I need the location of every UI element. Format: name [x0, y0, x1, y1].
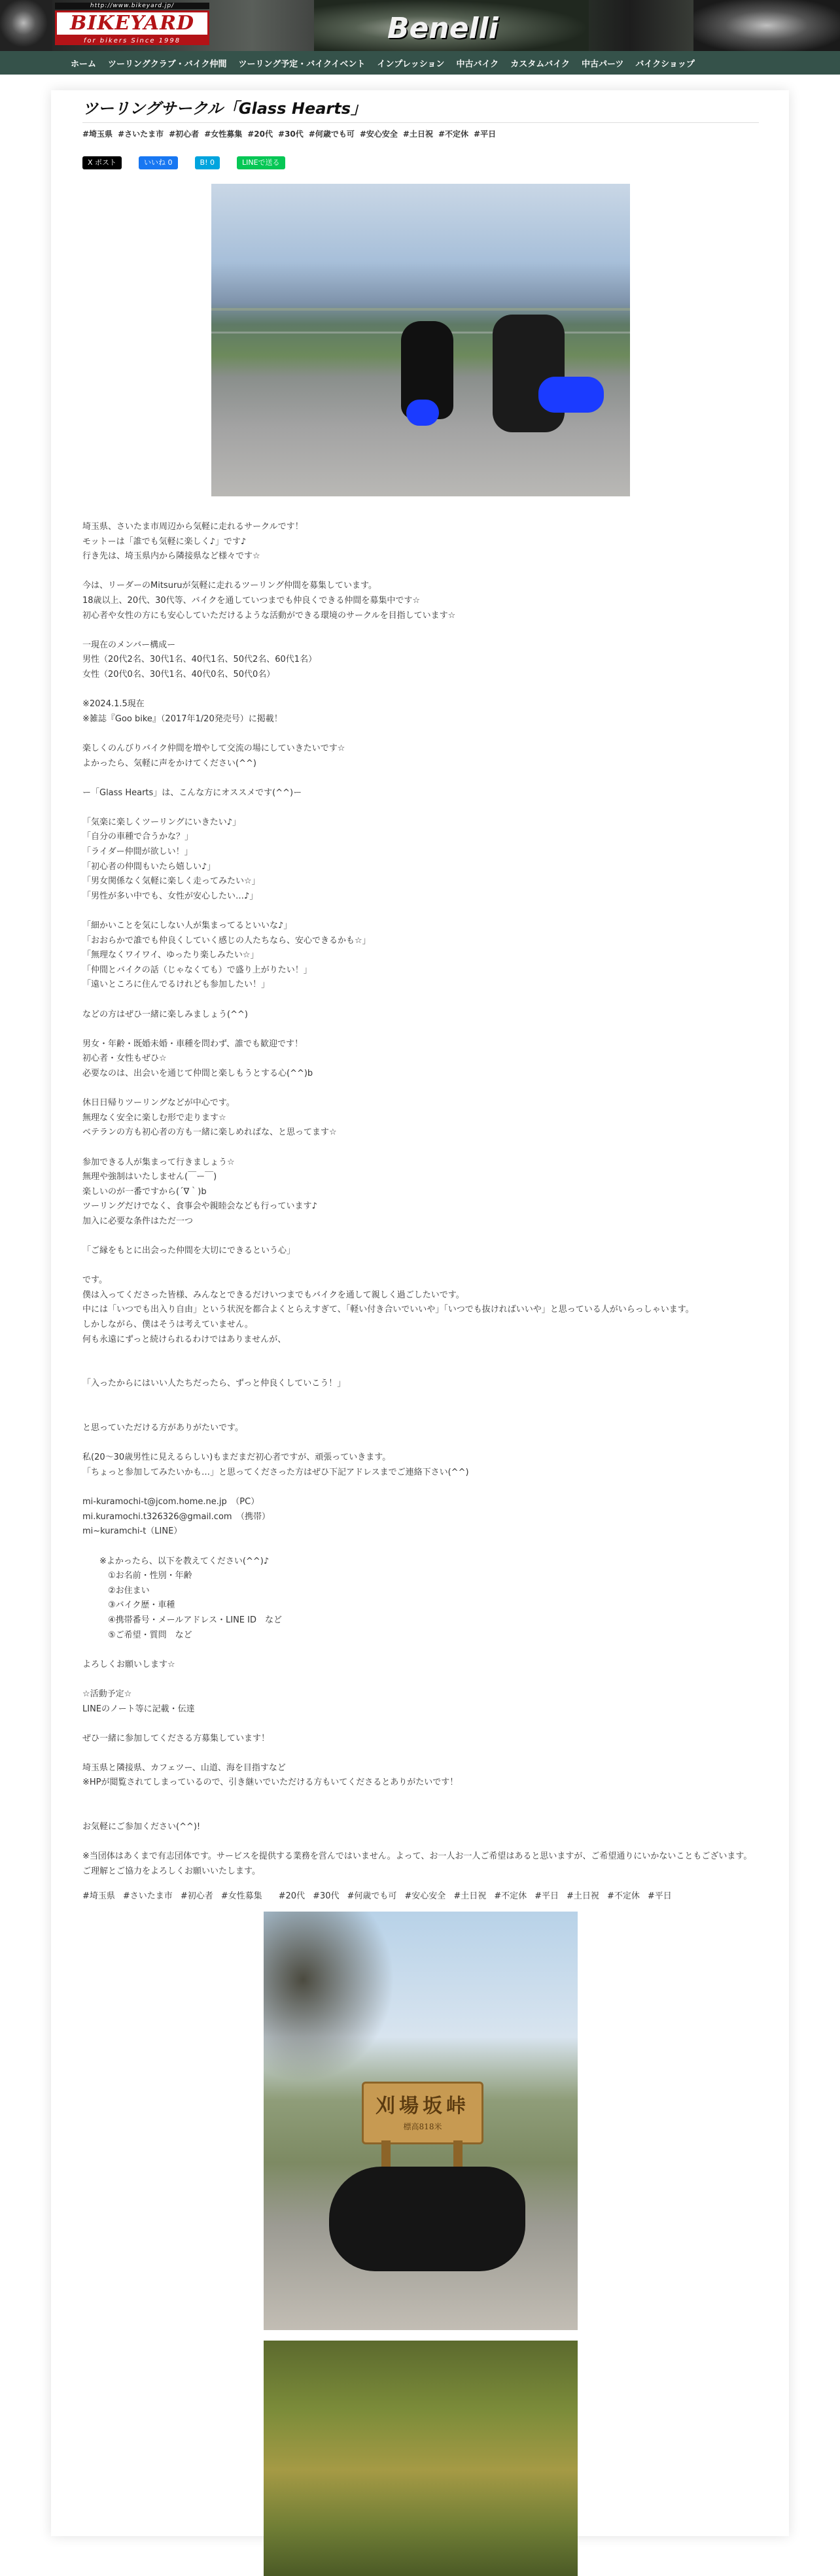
body-line: 私(20〜30歳男性に見えるらしい)もまだまだ初心者ですが、頑張っていきます。	[82, 1452, 391, 1463]
body-line: 「ご縁をもとに出会った仲間を大切にできるという心」	[82, 1246, 296, 1256]
body-line: 中には「いつでも出入り自由」という状況を都合よくとらえすぎて、「軽い付き合いでいいや」「いつでも抜ければいいや」と思っている人がいらっしゃいます。	[82, 1305, 694, 1315]
tag-link[interactable]: #埼玉県	[82, 1891, 115, 1901]
tag-link[interactable]: #安心安全	[404, 1891, 446, 1901]
tag-link[interactable]: #さいたま市	[122, 1891, 173, 1901]
plate-mask-left	[406, 400, 439, 426]
body-line	[82, 1806, 759, 1821]
body-line: です。	[82, 1275, 107, 1286]
body-line: ※当団体はあくまで有志団体です。サービスを提供する業務を営んではいません。よって、お一人お一人ご希望はあると思いますが、ご希望通りにいかないこともございます。ご理解とご協力をよろしくお願いいたします。	[82, 1851, 752, 1877]
tag-link[interactable]: #不定休	[606, 1891, 640, 1901]
tag-link[interactable]: #土日祝	[402, 129, 433, 139]
body-line: よろしくお願いします☆	[82, 1659, 175, 1670]
body-line: 「初心者の仲間もいたら嬉しい♪」	[82, 861, 216, 872]
photo-sign-text: 刈場坂峠	[376, 2094, 470, 2118]
post-article	[82, 90, 759, 2576]
body-line: ※HPが閲覧されてしまっているので、引き継いでいただける方もいてくださるとありがたいです！	[82, 1777, 459, 1788]
body-line: 加入に必要な条件はただ一つ	[82, 1216, 194, 1226]
body-line: ②お住まい	[82, 1585, 150, 1596]
nav-item-used-bike[interactable]: 中古バイク	[456, 59, 499, 69]
body-line: 楽しくのんびりバイク仲間を増やして交流の場にしていきたいです☆	[82, 743, 345, 753]
body-line	[82, 1539, 759, 1554]
body-line	[82, 904, 759, 919]
tag-link[interactable]: #土日祝	[567, 1891, 599, 1901]
body-line: ※よかったら、以下を教えてください(^^)♪	[82, 1556, 270, 1566]
body-line: 女性（20代0名、30代1名、40代0名、50代0名）	[82, 669, 275, 679]
photo-motorcycle-right	[493, 315, 565, 432]
post-card	[51, 90, 789, 2536]
tag-list-top	[82, 128, 759, 139]
post-photo-bikes	[211, 184, 630, 496]
body-line: モットーは「誰でも気軽に楽しく♪」です♪	[82, 536, 247, 547]
body-line: 初心者・女性もぜひ☆	[82, 1054, 167, 1064]
hatena-bookmark-button[interactable]: B! 0	[195, 156, 220, 169]
body-line: 埼玉県と隣接県、カフェツー、山道、海を目指すなど	[82, 1762, 286, 1773]
body-line: 「自分の車種で合うかな？」	[82, 832, 194, 842]
body-line: 「ちょっと参加してみたいかも…」と思ってくださった方はぜひ下記アドレスまでご連絡下さい(^^)	[82, 1468, 469, 1477]
body-line	[82, 800, 759, 816]
photo-sign-subtext: 標高818米	[403, 2121, 442, 2131]
tag-link[interactable]: #初心者	[169, 129, 200, 139]
tag-link[interactable]: #埼玉県	[82, 129, 113, 139]
body-line	[82, 1436, 759, 1451]
tag-link[interactable]: #不定休	[494, 1891, 527, 1901]
share-bar	[82, 156, 759, 169]
tag-link[interactable]: #平日	[647, 1891, 672, 1901]
body-line: 「遠いところに住んでるけれども参加したい！」	[82, 980, 270, 990]
body-line: 何も永遠にずっと続けられるわけではありませんが、	[82, 1334, 287, 1345]
body-line: 「入ったからにはいい人たちだったら、ずっと仲良くしていこう！」	[82, 1379, 346, 1389]
body-line: 「男性が多い中でも、女性が安心したい…♪」	[82, 891, 258, 901]
body-line	[82, 1259, 759, 1274]
body-line: 休日日帰りツーリングなどが中心です。	[82, 1098, 235, 1108]
body-line: 18歳以上、20代、30代等、バイクを通していつまでも仲良くできる仲間を募集中です☆	[82, 595, 421, 606]
tag-link[interactable]: #初心者	[180, 1891, 213, 1901]
body-line: 今は、リーダーのMitsuruが気軽に走れるツーリング仲間を募集しています。	[82, 581, 377, 591]
body-line	[82, 683, 759, 698]
tag-link[interactable]: #女性募集	[220, 1891, 262, 1901]
body-line	[82, 1141, 759, 1156]
body-line: 参加できる人が集まって行きましょう☆	[82, 1157, 235, 1167]
body-line: 初心者や女性の方にも安心していただけるような活動ができる環境のサークルを目指しています☆	[82, 610, 456, 621]
body-line: しかしながら、僕はそうは考えていません。	[82, 1320, 253, 1330]
tag-link[interactable]: #20代	[270, 1891, 306, 1901]
photo-railing	[211, 308, 630, 311]
body-line	[82, 623, 759, 638]
body-line: ☆活動予定☆	[82, 1689, 132, 1699]
tag-link[interactable]: #安心安全	[359, 129, 398, 139]
body-line: 楽しいのが一番ですから(´∇｀)b	[82, 1186, 207, 1197]
nav-item-touring-club[interactable]: ツーリングクラブ・バイク仲間	[108, 59, 227, 69]
body-line	[82, 1835, 759, 1850]
body-line: 行き先は、埼玉県内から隣接県など様々です☆	[82, 551, 260, 562]
body-line: ※2024.1.5現在	[82, 699, 145, 710]
body-line	[82, 1229, 759, 1245]
body-line: ④携帯番号・メールアドレス・LINE ID など	[82, 1615, 282, 1625]
body-line	[82, 727, 759, 742]
nav-item-home[interactable]: ホーム	[71, 59, 97, 69]
body-line: mi~kuramchi-t（LINE）	[82, 1526, 183, 1537]
body-line: 「気楽に楽しくツーリングにいきたい♪」	[82, 817, 241, 827]
tag-link[interactable]: #平日	[534, 1891, 559, 1901]
body-line	[82, 771, 759, 786]
body-line: 無理や強制はいたしません(￣ー￣)	[82, 1172, 217, 1182]
header-banner	[0, 0, 840, 51]
body-line	[82, 1362, 759, 1377]
banner-photo-left	[0, 0, 52, 51]
body-line	[82, 1643, 759, 1658]
share-x-button[interactable]: X ポスト	[82, 156, 122, 169]
body-line: 「男女関係なく気軽に楽しく走ってみたい☆」	[82, 876, 260, 887]
body-line	[82, 1407, 759, 1422]
logo-url: http://www.bikeyard.jp/	[55, 3, 209, 9]
logo-tagline: for bikers Since 1998	[55, 37, 209, 45]
body-line	[82, 1746, 759, 1761]
body-line: などの方はぜひ一緒に楽しみましょう(^^)	[82, 1009, 248, 1020]
body-line	[82, 1392, 759, 1407]
body-line: 埼玉県、さいたま市周辺から気軽に走れるサークルです！	[82, 522, 304, 532]
nav-item-touring-schedule[interactable]: ツーリング予定・バイクイベント	[238, 59, 366, 69]
body-line: よかったら、気軽に声をかけてください(^^)	[82, 758, 256, 768]
body-line: ー「Glass Hearts」は、こんな方にオススメです(^^)ー	[82, 787, 302, 798]
nav-item-custom-bike[interactable]: カスタムバイク	[510, 59, 570, 69]
body-line	[82, 1022, 759, 1037]
body-line: 「仲間とバイクの話（じゃなくても）で盛り上がりたい！」	[82, 965, 312, 975]
tag-link[interactable]: #不定休	[438, 129, 469, 139]
body-line: mi-kuramochi-t@jcom.home.ne.jp （PC）	[82, 1497, 260, 1507]
body-line: mi.kuramochi.t326326@gmail.com （携帯）	[82, 1511, 271, 1522]
post-title: ツーリングサークル「Glass Hearts」	[82, 95, 759, 123]
nav-item-impression[interactable]: インプレッション	[377, 59, 445, 69]
tag-link[interactable]: #土日祝	[453, 1891, 487, 1901]
tag-link[interactable]: #30代	[278, 129, 304, 139]
body-line: お気軽にご参加ください(^^)!	[82, 1822, 201, 1832]
body-line	[82, 1791, 759, 1806]
body-line: ぜひ一緒に参加してくださる方募集しています！	[82, 1733, 270, 1743]
body-line	[82, 1672, 759, 1687]
body-line: ③バイク歴・車種	[82, 1600, 175, 1611]
tag-list-bottom	[82, 1889, 759, 1901]
body-line: 「無理なくワイワイ、ゆったり楽しみたい☆」	[82, 950, 259, 961]
plate-mask-right	[538, 377, 604, 413]
main-nav	[0, 51, 840, 75]
line-share-button[interactable]: LINEで送る	[237, 156, 285, 169]
body-line: ※雑誌『Goo bike』（2017年1/20発売号）に掲載！	[82, 713, 283, 724]
body-line: ベテランの方も初心者の方も一緒に楽しめればな、と思ってます☆	[82, 1127, 337, 1138]
body-line: 男女・年齢・既婚未婚・車種を問わず、誰でも歓迎です！	[82, 1039, 303, 1049]
body-line: 僕は入ってくださった皆様、みんなとできるだけいつまでもバイクを通して親しく過ごしたいです。	[82, 1290, 464, 1300]
tag-link[interactable]: #さいたま市	[118, 129, 164, 139]
body-line	[82, 564, 759, 579]
nav-item-bike-shop[interactable]: バイクショップ	[635, 59, 695, 69]
facebook-like-button[interactable]: いいね 0	[139, 156, 178, 169]
post-photo-forest	[264, 2341, 578, 2576]
post-photo-pass-sign	[264, 1912, 578, 2330]
tag-link[interactable]: #20代	[247, 129, 273, 139]
body-line: 必要なのは、出会いを通じて仲間と楽しもうとする心(^^)b	[82, 1068, 313, 1078]
banner-photo-right	[693, 0, 840, 51]
body-line	[82, 1717, 759, 1732]
body-line: と思っていただける方がありがたいです。	[82, 1423, 243, 1434]
body-line: ⑤ご希望・質問 など	[82, 1630, 192, 1640]
logo-name: BIKEYARD	[55, 10, 209, 37]
body-line	[82, 1082, 759, 1097]
photo-motorcycle	[329, 2167, 525, 2271]
tag-link[interactable]: #何歳でも可	[347, 1891, 397, 1901]
tag-link[interactable]: #平日	[474, 129, 497, 139]
tag-link[interactable]: #何歳でも可	[308, 129, 355, 139]
body-line	[82, 1481, 759, 1496]
nav-item-used-parts[interactable]: 中古パーツ	[581, 59, 624, 69]
body-line: 「ライダー仲間が欲しい！」	[82, 847, 193, 857]
banner-brand-text: Benelli	[387, 12, 499, 45]
body-line	[82, 993, 759, 1008]
body-line: 一現在のメンバー構成ー	[82, 640, 176, 650]
body-line: 「細かいことを気にしない人が集まってるといいな♪」	[82, 921, 292, 931]
body-line: 「おおらかで誰でも仲良くしていく感じの人たちなら、安心できるかも☆」	[82, 935, 371, 946]
site-logo[interactable]	[55, 3, 209, 48]
body-line: 男性（20代2名、30代1名、40代1名、50代2名、60代1名）	[82, 655, 317, 665]
tag-link[interactable]: #30代	[313, 1891, 340, 1901]
body-line: ツーリングだけでなく、食事会や親睦会なども行っています♪	[82, 1201, 317, 1212]
body-line: 無理なく安全に楽しむ形で走ります☆	[82, 1112, 226, 1123]
body-line: ①お名前・性別・年齢	[82, 1571, 192, 1581]
post-body	[82, 520, 759, 1880]
body-line	[82, 1347, 759, 1362]
photo-tree	[264, 1912, 394, 2082]
body-line: LINEのノート等に記載・伝達	[82, 1704, 195, 1714]
tag-link[interactable]: #女性募集	[204, 129, 243, 139]
